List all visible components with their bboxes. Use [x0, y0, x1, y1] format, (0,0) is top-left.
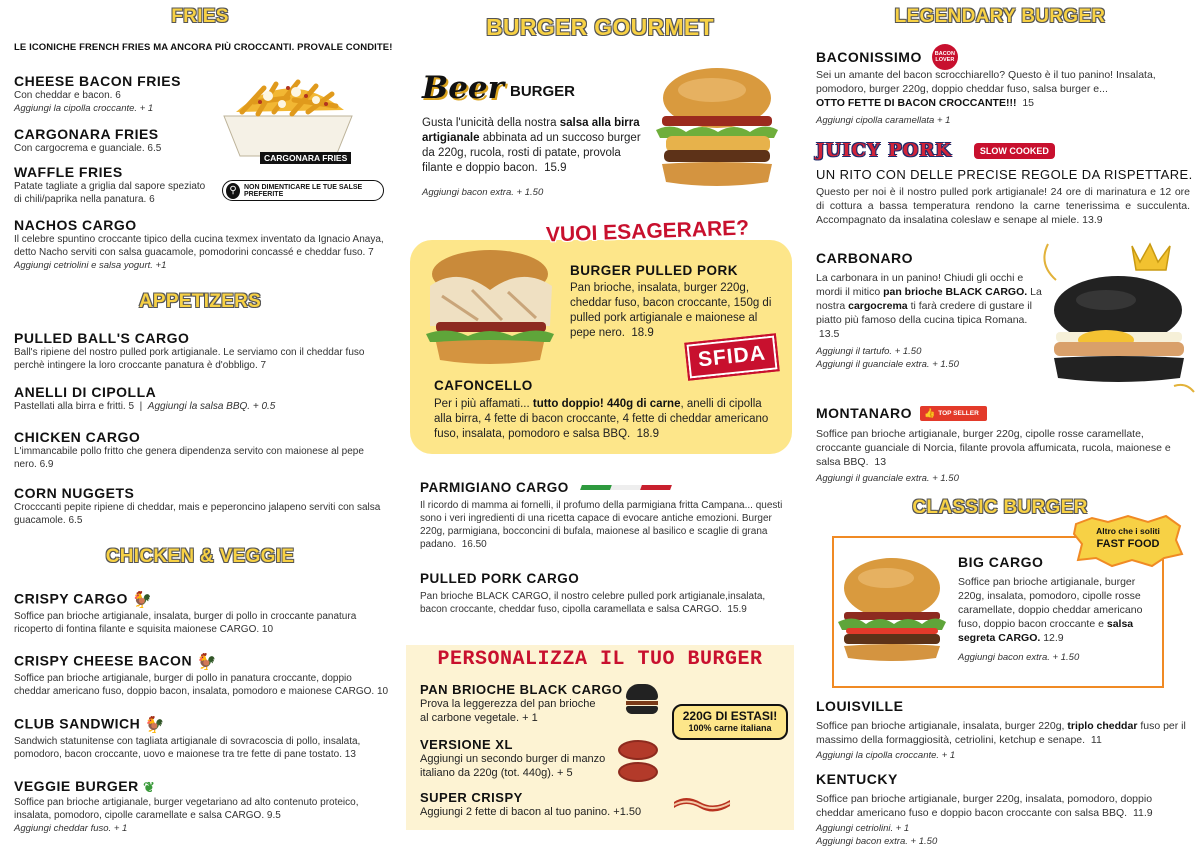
juicy-pork-heading — [816, 140, 1055, 161]
item-name: PARMIGIANO CARGO — [420, 480, 569, 495]
item-price: 6 — [115, 90, 121, 101]
chicken-item-club-sandwich — [14, 715, 390, 761]
item-add: Aggiungi il tartufo. — [816, 346, 893, 357]
kentucky — [816, 771, 1190, 848]
item-desc: Questo per noi è il nostro pulled pork artigianale! 24 ore di marinatura e 12 ore di cottura a bassa temperatura rendono la carne tenerissima e succulenta. Accompagnato da insalatina coleslaw e senape al miele. — [816, 186, 1190, 226]
search-icon: ⚲ — [226, 183, 240, 199]
beer-burger-add — [422, 186, 543, 199]
desc-part: La nostra — [816, 286, 1042, 312]
item-name: CARBONARO — [816, 250, 914, 266]
item-add: Aggiungi la salsa BBQ. — [147, 401, 251, 412]
badge-label: TOP SELLER — [938, 409, 979, 417]
item-price: 13 — [874, 456, 887, 468]
item-desc: Ball's ripiene del nostro pulled pork artigianale. Le serviamo con il cheddar fuso perchè intingere la loro croccante panatura è d'obbligo. — [14, 347, 365, 371]
item-desc: Con cheddar e bacon. — [14, 90, 113, 101]
beer-burger-name: BURGER — [509, 83, 575, 100]
desc-bold: cargocrema — [848, 300, 908, 312]
slow-cooked-badge: SLOW COOKED — [974, 143, 1055, 159]
item-add: Aggiungi bacon extra. — [422, 187, 514, 198]
item-price: 16.50 — [461, 539, 487, 550]
column-right — [800, 0, 1200, 857]
thumbs-up-icon: 👍 — [924, 407, 936, 418]
custom-item-xl — [420, 737, 630, 780]
item-add: Aggiungi bacon extra. — [958, 652, 1050, 663]
black-bun-icon — [626, 684, 660, 714]
bacon-lover-badge: BACON LOVER — [932, 44, 958, 70]
pulled-pork-cargo — [420, 571, 790, 616]
item-name: VEGGIE BURGER — [14, 778, 139, 794]
item-add-price: + 1 — [936, 115, 951, 126]
item-add-price: + 1.50 — [910, 836, 938, 847]
item-desc: Pan brioche, insalata, burger 220g, cheddar fuso, bacon croccante, 150g di pulled pork artigianale e maionese al pepe nero. — [570, 282, 772, 339]
challenge-title: VUOI ESAGERARE? — [545, 216, 750, 247]
item-name: PULLED BALL'S CARGO — [14, 330, 190, 346]
item-add: Aggiungi il guanciale extra. — [816, 473, 930, 484]
item-price: 11 — [1090, 734, 1102, 746]
item-desc: Crocccanti pepite ripiene di cheddar, mais e peperoncino jalapeno serviti con salsa guacamole. — [14, 502, 381, 526]
chicken-item-crispy-cheese-bacon — [14, 652, 390, 698]
desc-part: Per i più affamati... — [434, 398, 533, 410]
chicken-icon: 🐓 — [132, 592, 153, 609]
item-add: Aggiungi cetriolini e salsa yogurt. — [14, 260, 153, 271]
item-name: WAFFLE FRIES — [14, 164, 123, 180]
item-price: 7 — [368, 247, 374, 258]
big-cargo-photo — [836, 552, 948, 664]
desc-part: La carbonara in un panino! Chiudi gli occhi e mordi il mitico — [816, 272, 1024, 298]
item-desc: Il ricordo di mamma ai fornelli, il profumo della parmigiana fritta Campana... questi sono i veri ingredienti di una ricetta capace di evocare antiche emozioni. Burger 220g, parmigiana, bocconcini di bufala, maionese al basilico e scaglie di grana padano. — [420, 500, 783, 550]
bubble-line-1: 220G DI ESTASI! — [682, 709, 778, 723]
big-cargo — [958, 554, 1158, 664]
item-desc: Soffice pan brioche artigianale, insalata, burger di pollo in croccante panatura ricoperto di fontina filante e squisita maionese CARGO. — [14, 611, 357, 635]
parmigiano-cargo — [420, 480, 790, 551]
item-price: 11.9 — [1132, 807, 1153, 819]
item-price: 13 — [344, 749, 356, 760]
juicy-pork-logo: JUICY PORK — [816, 140, 952, 161]
desc-part: Soffice pan brioche artigianale, burger 220g, insalata, pomodoro, cipolle rosse caramellate, doppio cheddar americano fuso, doppio bacon croccante e — [958, 576, 1143, 630]
item-price: 10 — [377, 686, 389, 697]
appetizers-title: APPETIZERS — [138, 291, 262, 312]
customize-title: PERSONALIZZA IL TUO BURGER — [437, 648, 763, 671]
cargonara-fries-label: CARGONARA FRIES — [260, 152, 351, 164]
item-price: 13.5 — [818, 328, 840, 340]
item-desc: Il celebre spuntino croccante tipico della cucina texmex inventato da Ignacio Anaya, detto Nacho serviti con salsa guacamole, pomodorini concassé e cheddar fuso. — [14, 234, 384, 258]
bubble-line-2: 100% carne italiana — [688, 723, 772, 733]
item-desc: Aggiungi 2 fette di bacon al tuo panino. — [420, 806, 611, 818]
appetizer-item-anelli: ANELLI DI CIPOLLA Pastellati alla birra e fritti. 5 | Aggiungi la salsa BBQ. + 0.5 — [14, 384, 388, 413]
item-desc: Sei un amante del bacon scrocchiarello? Questo è il tuo panino! Insalata, pomodoro, burger 220g, doppio cheddar fuso, salsa burger e... — [816, 69, 1156, 95]
sauce-badge-text: NON DIMENTICARE LE TUE SALSE PREFERITE — [243, 183, 363, 198]
item-price: 6.5 — [147, 143, 162, 154]
item-price: 7 — [260, 360, 267, 371]
desc-bold: pan brioche BLACK CARGO. — [883, 286, 1028, 298]
item-name: NACHOS CARGO — [14, 217, 137, 233]
item-name: CHEESE BACON FRIES — [14, 73, 181, 89]
item-price: 6 — [149, 194, 155, 205]
item-add-price: + 1.50 — [1052, 652, 1080, 663]
item-desc: Prova la leggerezza del pan brioche al carbone vegetale. — [420, 698, 596, 724]
classic-title: CLASSIC BURGER — [912, 497, 1088, 518]
item-name: CAFONCELLO — [434, 378, 533, 393]
item-desc: Patate tagliate a griglia dal sapore speziato di chili/paprika nella panatura. — [14, 181, 206, 205]
carbonaro-photo — [1036, 236, 1196, 396]
chicken-icon: 🐓 — [196, 654, 217, 671]
desc-part: Soffice pan brioche artigianale, insalata, burger 220g, — [816, 720, 1068, 732]
item-add-price: + 1 — [895, 823, 910, 834]
louisville — [816, 698, 1190, 762]
speech-bubble — [672, 704, 788, 740]
baconissimo-desc — [816, 68, 1188, 110]
desc-bold: triplo cheddar — [1067, 720, 1138, 732]
column-left — [0, 0, 400, 857]
item-add: Aggiungi cetriolini. — [816, 823, 894, 834]
sauce-badge — [222, 180, 384, 201]
legendary-title: LEGENDARY BURGER — [894, 6, 1106, 27]
desc-part: , anelli di cipolla alla birra, 4 fette di bacon croccante, 4 fette di cheddar americano fuso, insalata, pomodoro e salsa BBQ. — [434, 398, 769, 440]
item-name: PAN BRIOCHE BLACK CARGO — [420, 682, 623, 697]
montanaro-add — [816, 472, 959, 485]
desc-bold: salsa segreta CARGO. — [958, 618, 1134, 644]
item-desc: Pastellati alla birra e fritti. — [14, 401, 126, 412]
desc-part: Gusta l'unicità della nostra — [422, 117, 560, 129]
patty-icon — [618, 740, 658, 784]
montanaro-heading — [816, 405, 987, 421]
burst-line-1: Altro che i soliti — [1096, 526, 1160, 536]
custom-item-super-crispy — [420, 790, 690, 819]
item-price: 15.9 — [727, 604, 747, 615]
item-name: ANELLI DI CIPOLLA — [14, 384, 157, 400]
item-price: 5 — [128, 401, 135, 412]
column-center — [400, 0, 800, 857]
top-seller-badge — [920, 406, 987, 421]
sfida-label: SFIDA — [696, 341, 767, 372]
gourmet-title: BURGER GOURMET — [486, 14, 714, 40]
veggie-item-burger — [14, 778, 390, 835]
item-price: 18.9 — [636, 428, 660, 440]
item-desc: Soffice pan brioche artigianale, burger vegetariano ad alto contenuto proteico, insalata, pomodoro, cipolle caramellate e salsa CARGO. — [14, 796, 359, 821]
juicy-pork-headline: UN RITO CON DELLE PRECISE REGOLE DA RISPETTARE. — [816, 167, 1193, 182]
leaf-icon: ❦ — [143, 778, 156, 795]
chicken-item-crispy — [14, 590, 390, 636]
item-name: KENTUCKY — [816, 771, 898, 787]
item-add: Aggiungi il guanciale extra. — [816, 359, 930, 370]
pulled-pork-photo — [418, 246, 562, 370]
item-name: CRISPY CARGO — [14, 590, 128, 607]
item-add: Aggiungi la cipolla croccante. — [14, 103, 138, 114]
item-add-price: + 1 — [113, 822, 128, 834]
desc-bold: OTTO FETTE DI BACON CROCCANTE!!! — [816, 97, 1017, 109]
item-desc: Pan brioche BLACK CARGO, il nostro celebre pulled pork artigianale,insalata, bacon croccante, cheddar fuso, cipolla caramellata e salsa CARGO. — [420, 591, 766, 615]
item-name: CARGONARA FRIES — [14, 126, 159, 142]
item-desc: Sandwich statunitense con tagliata artigianale di sovracoscia di pollo, insalata, pomodoro, bacon croccante, uovo e maionese tra tre fette di pane tostato. — [14, 736, 361, 760]
challenge-pulled-pork — [570, 263, 784, 341]
montanaro-desc — [816, 427, 1190, 469]
item-price: + 1 — [522, 712, 538, 724]
appetizer-item-pulled-balls — [14, 330, 388, 372]
item-desc: Soffice pan brioche artigianale, burger di pollo in panatura croccante, doppio cheddar americano fuso, doppio bacon, insalata, pomodoro e maionese CARGO. — [14, 673, 375, 697]
fries-item-cargonara — [14, 126, 224, 155]
item-add-price: + 1.50 — [894, 346, 922, 357]
item-price: 18.9 — [631, 327, 654, 339]
item-price: +1.50 — [613, 806, 642, 818]
item-name: PULLED PORK CARGO — [420, 571, 580, 586]
chicken-icon: 🐓 — [144, 717, 166, 734]
item-desc: Soffice pan brioche artigianale, burger 220g, insalata, pomodoro, doppio cheddar americano fuso e doppio bacon croccante con salsa BBQ. — [816, 793, 1153, 819]
item-add-price: + 1.50 — [516, 187, 544, 198]
fries-item-waffle — [14, 164, 214, 206]
beer-burger-photo — [652, 64, 782, 192]
desc-part: ti farà credere di gustare il piatto più famoso della cucina tipica Romana. — [816, 300, 1032, 326]
item-name: BACONISSIMO — [816, 49, 922, 65]
item-add: Aggiungi cheddar fuso. — [14, 822, 112, 834]
chicken-veggie-title: CHICKEN & VEGGIE — [105, 546, 295, 567]
item-add: Aggiungi cipolla caramellata — [816, 115, 935, 126]
appetizer-item-chicken — [14, 429, 388, 471]
beer-logo: Beer — [422, 70, 504, 106]
fries-item-nachos — [14, 217, 390, 272]
fries-intro: LE ICONICHE FRENCH FRIES MA ANCORA PIÙ CROCCANTI. PROVALE CONDITE! — [14, 42, 393, 53]
item-price: 12.9 — [1043, 632, 1064, 644]
carbonaro — [816, 250, 1044, 371]
item-price: 6.5 — [68, 515, 83, 526]
item-price: 13.9 — [1082, 214, 1103, 226]
item-name: CHICKEN CARGO — [14, 429, 141, 445]
appetizer-item-corn — [14, 485, 388, 527]
fries-title: FRIES — [171, 6, 229, 27]
item-price: 15 — [1022, 97, 1034, 109]
item-price: 15.9 — [544, 162, 567, 174]
item-name: MONTANARO — [816, 405, 913, 421]
item-desc: Con cargocrema e guanciale. — [14, 143, 145, 154]
burst-line-2: FAST FOOD — [1096, 538, 1160, 550]
item-add-price: + 1.50 — [932, 473, 959, 484]
item-desc: L'immancabile pollo fritto che genera dipendenza servito con maionese al pepe nero. — [14, 446, 364, 470]
item-add: Aggiungi la cipolla croccante. — [816, 750, 940, 761]
fries-item-cheese-bacon — [14, 73, 224, 115]
item-price: 9.5 — [266, 809, 281, 821]
italian-flag-icon — [580, 485, 672, 490]
desc-part: abbinata ad un succoso burger da 220g, rucola, rosti di patate, provola filante e doppio bacon. — [422, 132, 641, 174]
item-add-price: + 1 — [139, 103, 154, 114]
item-name: SUPER CRISPY — [420, 790, 523, 805]
item-add: Aggiungi bacon extra. — [816, 836, 908, 847]
desc-bold: salsa alla birra artigianale — [422, 117, 640, 144]
item-add-price: + 1 — [941, 750, 956, 761]
item-name: VERSIONE XL — [420, 737, 513, 752]
beer-burger-heading — [422, 70, 575, 106]
item-desc: Aggiungi un secondo burger di manzo italiano da 220g (tot. 440g). — [420, 753, 606, 779]
item-name: BURGER PULLED PORK — [570, 263, 739, 278]
juicy-pork-desc — [816, 185, 1190, 227]
challenge-cafoncello — [434, 378, 778, 442]
baconissimo-add — [816, 114, 950, 127]
item-name: CLUB SANDWICH — [14, 715, 141, 732]
cargonara-fries-photo — [218, 72, 358, 164]
baconissimo-heading — [816, 44, 958, 70]
item-add-price: +1 — [155, 260, 167, 271]
desc-part: fuso per il massimo della formaggiosità, cetriolini, ketchup e senape. — [816, 720, 1186, 746]
item-name: CRISPY CHEESE BACON — [14, 652, 193, 669]
item-price: + 5 — [557, 767, 573, 779]
item-name: BIG CARGO — [958, 554, 1044, 570]
item-price: 6.9 — [39, 459, 54, 470]
item-desc: Soffice pan brioche artigianale, burger 220g, cipolle rosse caramellate, croccante guanciale di Norcia, filante provola affumicata, rucola, maionese e salsa BBQ. — [816, 428, 1171, 468]
desc-bold: tutto doppio! 440g di carne — [532, 398, 681, 410]
bacon-icon — [672, 794, 732, 816]
item-name: CORN NUGGETS — [14, 485, 135, 501]
beer-burger-desc — [422, 116, 650, 176]
item-name: LOUISVILLE — [816, 698, 904, 714]
item-add-price: + 0.5 — [252, 401, 276, 412]
item-price: 10 — [261, 624, 274, 635]
item-add-price: + 1.50 — [932, 359, 959, 370]
